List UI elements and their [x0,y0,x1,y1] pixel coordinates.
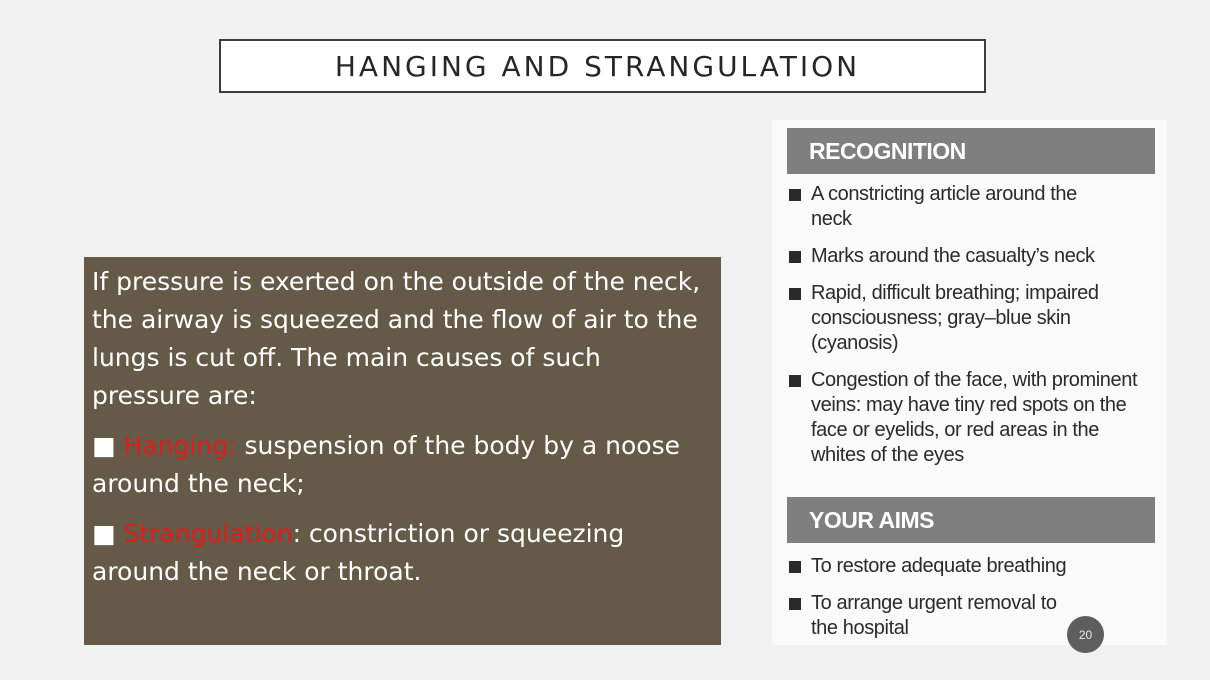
slide-title-box [219,39,986,93]
intro-paragraph: If pressure is exerted on the outside of the neck, the airway is squeezed and the flow of air to the lungs is cut off. The main causes of such pressure are: [92,267,701,410]
square-bullet-icon [789,189,801,201]
list-item: A constricting article around the neck [787,182,1081,232]
cause-hanging-text: suspension of the body by a noose around the neck; [92,431,681,498]
term-hanging: Hanging: [123,431,237,460]
list-item: Congestion of the face, with prominent veins: may have tiny red spots on the face or eyelids, or red areas in the whites of the eyes [787,368,1151,468]
aims-header: YOUR AIMS [787,497,1155,543]
cause-hanging [92,427,713,503]
bullet-marker: ■ [92,431,124,460]
square-bullet-icon [789,288,801,300]
slide-title: HANGING AND STRANGULATION [334,49,861,83]
square-bullet-icon [789,561,801,573]
list-item: To arrange urgent removal to the hospital [787,591,1081,641]
square-bullet-icon [789,375,801,387]
recognition-header: RECOGNITION [787,128,1155,174]
list-item: Marks around the casualty’s neck [787,244,1157,269]
square-bullet-icon [789,251,801,263]
recognition-list [787,182,1157,480]
list-item: Rapid, difficult breathing; impaired consciousness; gray–blue skin (cyanosis) [787,281,1146,356]
term-strangulation: Strangulation [123,519,293,548]
square-bullet-icon [789,598,801,610]
cause-strangulation-text: : constriction or squeezing around the neck or throat. [92,519,625,586]
list-item: To restore adequate breathing [787,554,1157,579]
bullet-marker: ■ [92,519,124,548]
recognition-image [772,120,1167,645]
cause-strangulation [92,515,713,591]
text-panel [84,257,721,645]
page-number-badge: 20 [1067,616,1104,653]
